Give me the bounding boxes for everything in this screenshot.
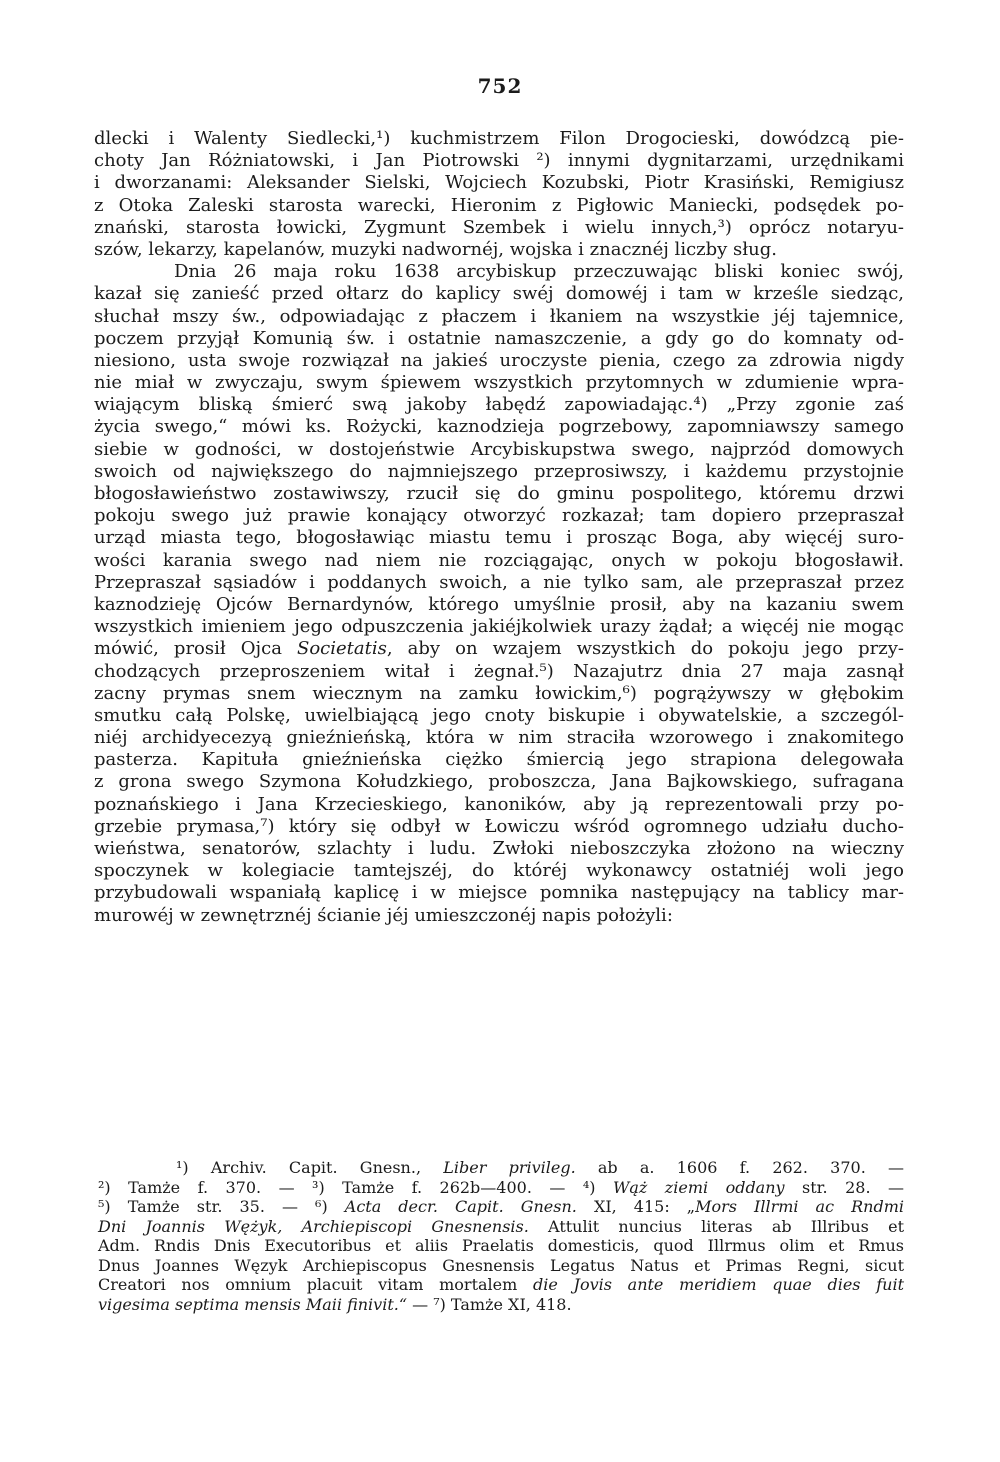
text-line: Dnia 26 maja roku 1638 arcybiskup przeczuwając bliski koniec swój, [174,261,904,283]
text-line: mówić, prosił Ojca Societatis, aby on wzajem wszystkich do pokoju jego przy- [94,638,905,660]
text-line: pokoju swego już prawie konający otworzyć rozkazał; tam dopiero przepraszał [94,505,904,527]
text-line: chodzących przeproszeniem witał i żegnał.⁵) Nazajutrz dnia 27 maja zasnął [94,660,904,682]
text-line: niesiono, usta swoje rozwiązał na jakieś uroczyste pienia, czego za zdrowia nigdy [94,349,904,371]
italic-text: Acta decr. Capit. Gnesn. [344,1197,577,1216]
italic-text: die Jovis ante meridiem quae dies fuit [533,1275,904,1294]
footnote-line: vigesima septima mensis Maii finivit.“ — ⁷) Tamże XI, 418. [98,1294,572,1314]
text-line: nie miał w zwyczaju, swym śpiewem wszystkich przytomnych w zdumienie wpra- [94,372,904,394]
footnote-line: Dnus Joannes Węzyk Archiepiscopus Gnesnensis Legatus Natus et Primas Regni, sicut [98,1255,904,1275]
text-line: choty Jan Różniatowski, i Jan Piotrowski ²) innymi dygnitarzami, urzędnikami [94,150,904,172]
text-line: życia swego,“ mówi ks. Rożycki, kaznodzieja pogrzebowy, zapomniawszy samego [94,416,904,438]
text-line: poczem przyjął Komunią św. i ostatnie namaszczenie, a gdy go do komnaty od- [94,327,904,349]
text-line: urząd miasta tego, błogosławiąc miastu temu i prosząc Boga, aby więcéj suro- [94,527,904,549]
text-line: kaznodzieję Ojców Bernardynów, którego umyślnie prosił, aby na kazaniu swem [94,593,904,615]
footnote-line: Adm. Rndis Dnis Executoribus et aliis Praelatis domesticis, quod Illrmus olim et Rmus [98,1236,904,1255]
text-line: poznańskiego i Jana Krzecieskiego, kanoników, aby ją reprezentowali przy po- [94,793,904,815]
italic-text: Liber privileg. [443,1158,576,1177]
text-line: błogosławieństwo zostawiwszy, rzucił się do gminu pospolitego, któremu drzwi [94,483,904,504]
text-line: murowéj w zewnętrznéj ścianie jéj umieszczonéj napis położyli: [94,904,673,926]
footnote-line: ¹) Archiv. Capit. Gnesn., Liber privileg. ab a. 1606 f. 262. 370. — [176,1158,904,1177]
text-line: dlecki i Walenty Siedlecki,¹) kuchmistrzem Filon Drogocieski, dowódzcą pie- [94,128,904,149]
text-line: wiającym bliską śmierć swą jakoby łabędź zapowiadając.⁴) „Przy zgonie zaś [94,394,904,416]
text-line: z grona swego Szymona Kołudzkiego, proboszcza, Jana Bajkowskiego, sufragana [94,771,904,793]
text-line: siebie w godności, w dostojeństwie Arcybiskupstwa swego, najprzód domowych [94,438,904,460]
italic-text: vigesima septima mensis Maii finivit.“ [98,1294,408,1314]
footnote-line: Dni Joannis Wężyk, Archiepiscopi Gnesnensis. Attulit nuncius literas ab Illribus et [98,1216,904,1236]
text-line: smutku całą Polskę, uwielbiającą jego cnoty biskupie i obywatelskie, a szczegól- [94,704,904,726]
italic-text: Societatis [297,638,387,660]
text-line: przybudowali wspaniałą kaplicę i w miejsce pomnika następujący na tablicy mar- [94,882,904,904]
text-line: wości karania swego nad niem nie rozciągając, onych w pokoju błogosławił. [94,549,904,571]
footnotes [98,1158,904,1314]
text-line: grzebie prymasa,⁷) który się odbył w Łowiczu wśród ogromnego udziału ducho- [94,815,904,837]
text-line: zacny prymas snem wiecznym na zamku łowickim,⁶) pogrążywszy w głębokim [94,682,904,704]
text-line: pasterza. Kapituła gnieźnieńska ciężko śmiercią jego strapiona delegowała [94,749,904,771]
text-line: wszystkich imieniem jego odpuszczenia jakiéjkolwiek urazy żądał; a więcéj nie mogąc [94,616,904,638]
text-line: swoich od największego do najmniejszego przeprosiwszy, i każdemu przystojnie [94,460,904,482]
page-number: 752 [477,74,523,98]
footnote-line: ²) Tamże f. 370. — ³) Tamże f. 262b—400. — ⁴) Wąż ziemi oddany str. 28. — [98,1177,904,1197]
italic-text: Dni Joannis Wężyk, Archiepiscopi Gnesnensis. [98,1216,529,1236]
text-line: z Otoka Zaleski starosta warecki, Hieronim z Pigłowic Maniecki, podsędek po- [94,194,904,216]
text-line: słuchał mszy św., odpowiadając z płaczem i łkaniem na wszystkie jéj tajemnice, [94,305,904,327]
italic-text: Mors Illrmi ac Rndmi [695,1197,904,1216]
text-line: Przepraszał sąsiadów i poddanych swoich, a nie tylko sam, ale przepraszał przez [94,571,904,593]
text-line: spoczynek w kolegiacie tamtejszéj, do któréj wykonawcy ostatniéj woli jego [94,860,904,882]
footnote-line: ⁵) Tamże str. 35. — ⁶) Acta decr. Capit. Gnesn. XI, 415: „Mors Illrmi ac Rndmi [98,1197,904,1216]
text-line: znański, starosta łowicki, Zygmunt Szembek i wielu innych,³) oprócz notaryu- [94,216,904,238]
text-line: kazał się zanieść przed ołtarz do kaplicy swéj domowéj i tam w krześle siedząc, [94,283,904,305]
text-line: szów, lekarzy, kapelanów, muzyki nadwornéj, wojska i znacznéj liczby sług. [94,238,777,260]
text-line: niéj archidyecezyą gnieźnieńską, która w nim straciła wzorowego i znakomitego [94,727,904,749]
text-line: i dworzanami: Aleksander Sielski, Wojciech Kozubski, Piotr Krasiński, Remigiusz [94,172,904,194]
footnote-line: Creatori nos omnium placuit vitam mortalem die Jovis ante meridiem quae dies fuit [98,1275,904,1294]
italic-text: Wąż ziemi oddany [612,1177,785,1197]
main-text [94,128,904,927]
text-line: wieństwa, senatorów, szlachty i ludu. Zwłoki nieboszczyka złożono na wieczny [94,838,904,859]
